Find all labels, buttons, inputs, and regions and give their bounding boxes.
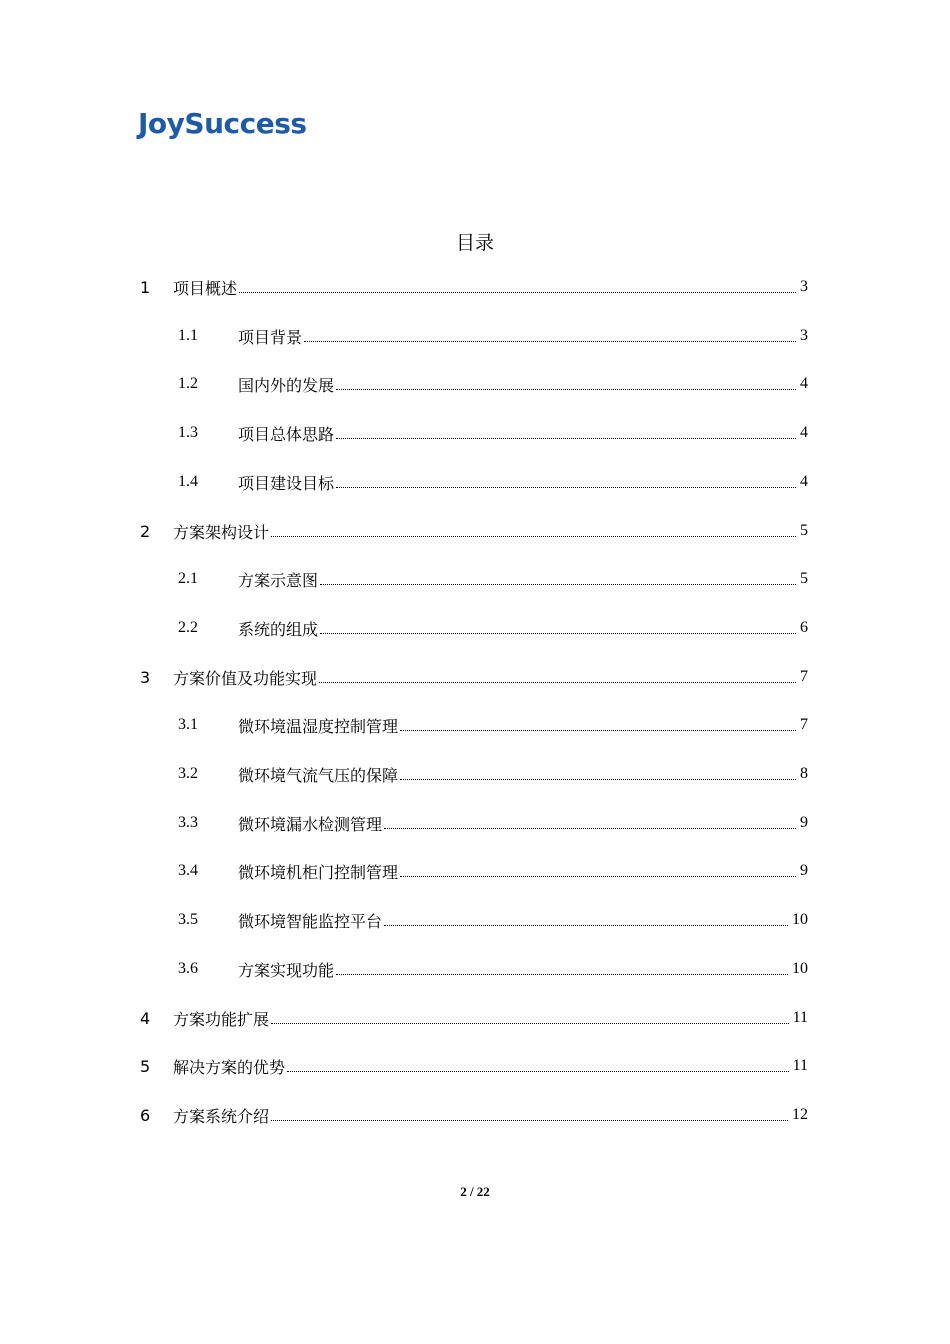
toc-entry-number: 1.1 bbox=[178, 327, 198, 344]
toc-entry[interactable] bbox=[140, 272, 808, 302]
dot-leader bbox=[320, 583, 796, 585]
toc-entry-page: 6 bbox=[800, 619, 808, 636]
dot-leader bbox=[304, 340, 796, 342]
toc-entry-label: 解决方案的优势 bbox=[173, 1057, 286, 1077]
toc-entry-label: 项目总体思路 bbox=[238, 424, 335, 444]
toc-entry-number: 3 bbox=[140, 667, 151, 687]
toc-entry[interactable] bbox=[178, 954, 808, 984]
dot-leader bbox=[287, 1070, 789, 1072]
toc-entry-number: 6 bbox=[140, 1105, 151, 1125]
toc-entry[interactable] bbox=[178, 613, 808, 643]
dot-leader bbox=[384, 924, 788, 926]
toc-entry-number: 1.3 bbox=[178, 424, 198, 441]
dot-leader bbox=[320, 632, 796, 634]
toc-entry-page: 3 bbox=[800, 278, 808, 295]
toc-entry-page: 4 bbox=[800, 473, 808, 490]
toc-entry-number: 1.2 bbox=[178, 375, 198, 392]
dot-leader bbox=[319, 681, 796, 683]
toc-entry-page: 8 bbox=[800, 765, 808, 782]
dot-leader bbox=[271, 1022, 789, 1024]
toc-entry-label: 项目概述 bbox=[173, 278, 238, 298]
toc-entry[interactable] bbox=[140, 516, 808, 546]
toc-entry-label: 微环境机柜门控制管理 bbox=[238, 862, 399, 882]
toc-entry-label: 系统的组成 bbox=[238, 619, 319, 639]
toc-entry-number: 4 bbox=[140, 1008, 151, 1028]
toc-entry-label: 微环境温湿度控制管理 bbox=[238, 716, 399, 736]
dot-leader bbox=[336, 437, 796, 439]
toc-entry[interactable] bbox=[178, 808, 808, 838]
dot-leader bbox=[400, 729, 796, 731]
dot-leader bbox=[336, 973, 788, 975]
toc-entry-page: 10 bbox=[792, 960, 808, 977]
toc-entry-label: 方案系统介绍 bbox=[173, 1106, 270, 1126]
toc-entry-page: 9 bbox=[800, 862, 808, 879]
toc-entry-number: 2.2 bbox=[178, 619, 198, 636]
toc-entry-page: 5 bbox=[800, 522, 808, 539]
toc-entry-number: 1 bbox=[140, 277, 151, 297]
toc-entry-page: 7 bbox=[800, 716, 808, 733]
company-logo: JoySuccess bbox=[138, 107, 307, 140]
toc-entry-page: 5 bbox=[800, 570, 808, 587]
toc-entry[interactable] bbox=[178, 467, 808, 497]
toc-entry[interactable] bbox=[178, 759, 808, 789]
dot-leader bbox=[336, 486, 796, 488]
toc-entry-page: 7 bbox=[800, 668, 808, 685]
toc-entry[interactable] bbox=[178, 418, 808, 448]
dot-leader bbox=[400, 778, 796, 780]
toc-title: 目录 bbox=[455, 232, 494, 254]
dot-leader bbox=[384, 827, 796, 829]
toc-entry-number: 3.3 bbox=[178, 814, 198, 831]
toc-entry-label: 微环境漏水检测管理 bbox=[238, 814, 383, 834]
toc-entry-label: 微环境智能监控平台 bbox=[238, 911, 383, 931]
toc-entry[interactable] bbox=[178, 564, 808, 594]
toc-entry-label: 方案实现功能 bbox=[238, 960, 335, 980]
toc-entry[interactable] bbox=[178, 321, 808, 351]
toc-entry-page: 4 bbox=[800, 424, 808, 441]
toc-entry[interactable] bbox=[140, 662, 808, 692]
toc-entry-page: 9 bbox=[800, 814, 808, 831]
toc-entry-label: 项目背景 bbox=[238, 327, 303, 347]
page-number: 2 / 22 bbox=[460, 1184, 490, 1199]
toc-entry[interactable] bbox=[178, 369, 808, 399]
toc-entry-page: 11 bbox=[792, 1009, 808, 1026]
toc-entry-number: 2.1 bbox=[178, 570, 198, 587]
toc-entry-number: 3.2 bbox=[178, 765, 198, 782]
toc-entry[interactable] bbox=[178, 905, 808, 935]
toc-entry-number: 3.5 bbox=[178, 911, 198, 928]
dot-leader bbox=[271, 1119, 788, 1121]
toc-entry-number: 2 bbox=[140, 521, 151, 541]
toc-entry-page: 10 bbox=[792, 911, 808, 928]
toc-entry[interactable] bbox=[140, 1051, 808, 1081]
toc-entry-label: 方案功能扩展 bbox=[173, 1009, 270, 1029]
toc-entry[interactable] bbox=[178, 710, 808, 740]
toc-entry[interactable] bbox=[140, 1100, 808, 1130]
toc-entry-label: 方案示意图 bbox=[238, 570, 319, 590]
toc-entry-page: 11 bbox=[792, 1057, 808, 1074]
toc-entry-page: 4 bbox=[800, 375, 808, 392]
toc-entry-number: 5 bbox=[140, 1056, 151, 1076]
dot-leader bbox=[336, 388, 796, 390]
dot-leader bbox=[239, 291, 796, 293]
toc-entry-label: 方案架构设计 bbox=[173, 522, 270, 542]
toc-entry-label: 国内外的发展 bbox=[238, 375, 335, 395]
dot-leader bbox=[271, 535, 796, 537]
toc-entry-label: 微环境气流气压的保障 bbox=[238, 765, 399, 785]
toc-entry[interactable] bbox=[178, 856, 808, 886]
dot-leader bbox=[400, 875, 796, 877]
toc-entry-page: 12 bbox=[792, 1106, 808, 1123]
toc-entry-number: 1.4 bbox=[178, 473, 198, 490]
toc-entry-number: 3.6 bbox=[178, 960, 198, 977]
toc-entry-label: 项目建设目标 bbox=[238, 473, 335, 493]
toc-entry-label: 方案价值及功能实现 bbox=[173, 668, 318, 688]
toc-entry-number: 3.1 bbox=[178, 716, 198, 733]
toc-entry-page: 3 bbox=[800, 327, 808, 344]
toc-entry-number: 3.4 bbox=[178, 862, 198, 879]
toc-entry[interactable] bbox=[140, 1003, 808, 1033]
